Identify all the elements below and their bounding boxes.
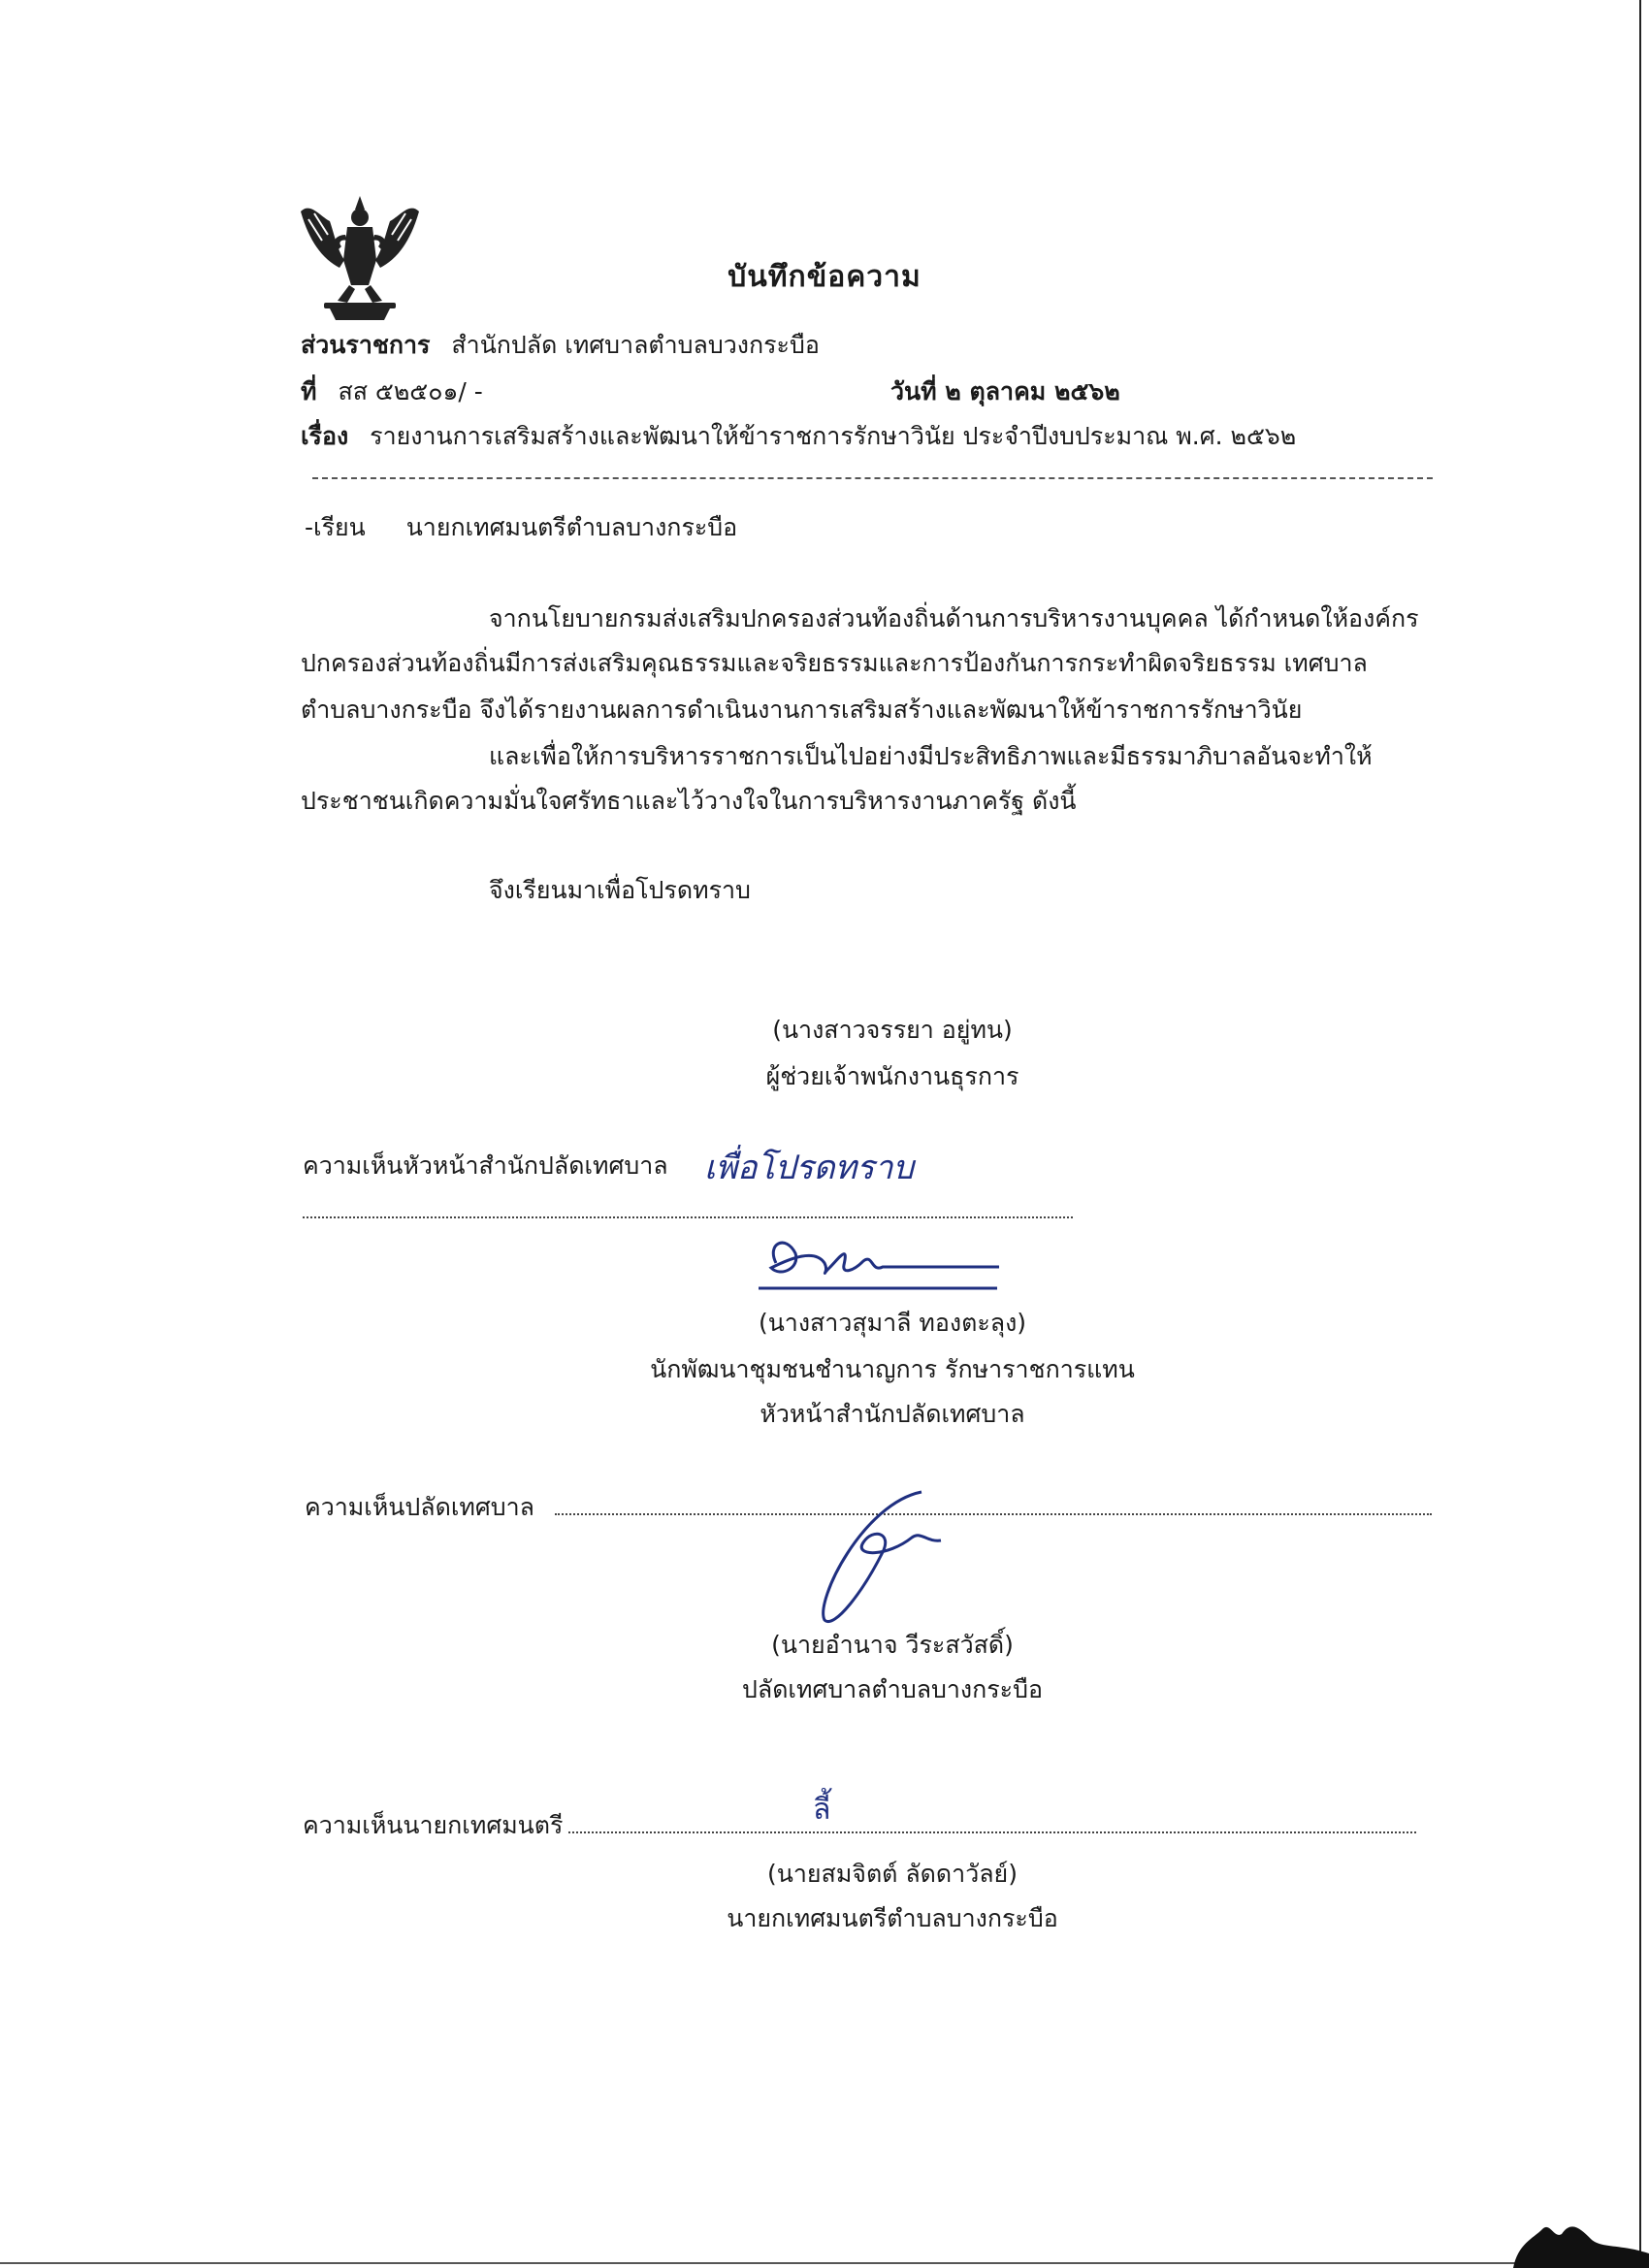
body-line: ประชาชนเกิดความมั่นใจศรัทธาและไว้วางใจในการบริหารงานภาครัฐ ดังนี้ — [301, 787, 1077, 815]
scan-smudge — [1504, 2200, 1649, 2268]
opinion1-label: ความเห็นหัวหน้าสำนักปลัดเทศบาล — [303, 1151, 668, 1180]
opinion1-signer-position-1: นักพัฒนาชุมชนชำนาญการ รักษาราชการแทน — [650, 1355, 1135, 1383]
signature-sumalee — [737, 1224, 1009, 1296]
agency-value: สำนักปลัด เทศบาลตำบลบวงกระบือ — [451, 331, 820, 359]
scan-edge-right — [1639, 0, 1641, 2268]
salutation-label: -เรียน — [305, 513, 366, 541]
opinion1-signer-position-2: หัวหน้าสำนักปลัดเทศบาล — [760, 1400, 1025, 1428]
body-line: ปกครองส่วนท้องถิ่นมีการส่งเสริมคุณธรรมและจริยธรรมและการป้องกันการกระทำผิดจริยธรรม เทศบาล — [301, 649, 1368, 677]
opinion2-signer-position: ปลัดเทศบาลตำบลบางกระบือ — [742, 1675, 1043, 1703]
agency-label: ส่วนราชการ — [301, 331, 431, 359]
body-line: ตำบลบางกระบือ จึงได้รายงานผลการดำเนินงานการเสริมสร้างและพัฒนาให้ข้าราชการรักษาวินัย — [301, 696, 1303, 724]
reference-value: สส ๕๒๕๐๑/ - — [338, 377, 483, 405]
opinion2-dotted-line — [555, 1513, 1432, 1515]
opinion3-label: ความเห็นนายกเทศมนตรี — [303, 1811, 564, 1839]
reference-row — [301, 373, 483, 411]
signature-amnat — [795, 1484, 960, 1630]
opinion2-label: ความเห็นปลัดเทศบาล — [305, 1493, 534, 1521]
scan-edge-bottom — [0, 2262, 1649, 2264]
opinion1-dotted-line — [303, 1216, 1073, 1218]
agency-row — [301, 326, 820, 365]
page-title: บันทึกข้อความ — [728, 260, 922, 294]
body-line: และเพื่อให้การบริหารราชการเป็นไปอย่างมีประสิทธิภาพและมีธรรมาภิบาลอันจะทำให้ — [489, 742, 1373, 770]
salutation-value: นายกเทศมนตรีตำบลบางกระบือ — [405, 513, 738, 541]
opinion3-dotted-line — [568, 1831, 1416, 1833]
opinion3-signer-position: นายกเทศมนตรีตำบลบางกระบือ — [727, 1904, 1058, 1932]
header-divider — [312, 477, 1433, 479]
opinion3-signer-name: (นายสมจิตต์ ลัดดาวัลย์) — [767, 1860, 1018, 1888]
salutation-row — [305, 508, 737, 547]
reference-label: ที่ — [301, 377, 317, 405]
subject-label: เรื่อง — [301, 422, 349, 450]
signer1-position: ผู้ช่วยเจ้าพนักงานธุรการ — [765, 1062, 1019, 1090]
memo-date: วันที่ ๒ ตุลาคม ๒๕๖๒ — [890, 377, 1120, 405]
opinion1-handwritten-note: เพื่อโปรดทราบ — [704, 1149, 914, 1187]
opinion1-signer-name: (นางสาวสุมาลี ทองตะลุง) — [758, 1309, 1027, 1337]
closing-text: จึงเรียนมาเพื่อโปรดทราบ — [489, 876, 751, 904]
signer1-name: (นางสาวจรรยา อยู่ทน) — [772, 1016, 1013, 1044]
subject-row — [301, 417, 1296, 456]
opinion3-handwritten-note: ลี้ — [813, 1793, 831, 1827]
subject-value: รายงานการเสริมสร้างและพัฒนาให้ข้าราชการรักษาวินัย ประจำปีงบประมาณ พ.ศ. ๒๕๖๒ — [370, 422, 1297, 450]
body-line: จากนโยบายกรมส่งเสริมปกครองส่วนท้องถิ่นด้านการบริหารงานบุคคล ได้กำหนดให้องค์กร — [489, 604, 1419, 632]
opinion2-signer-name: (นายอำนาจ วีระสวัสดิ์) — [771, 1631, 1014, 1659]
